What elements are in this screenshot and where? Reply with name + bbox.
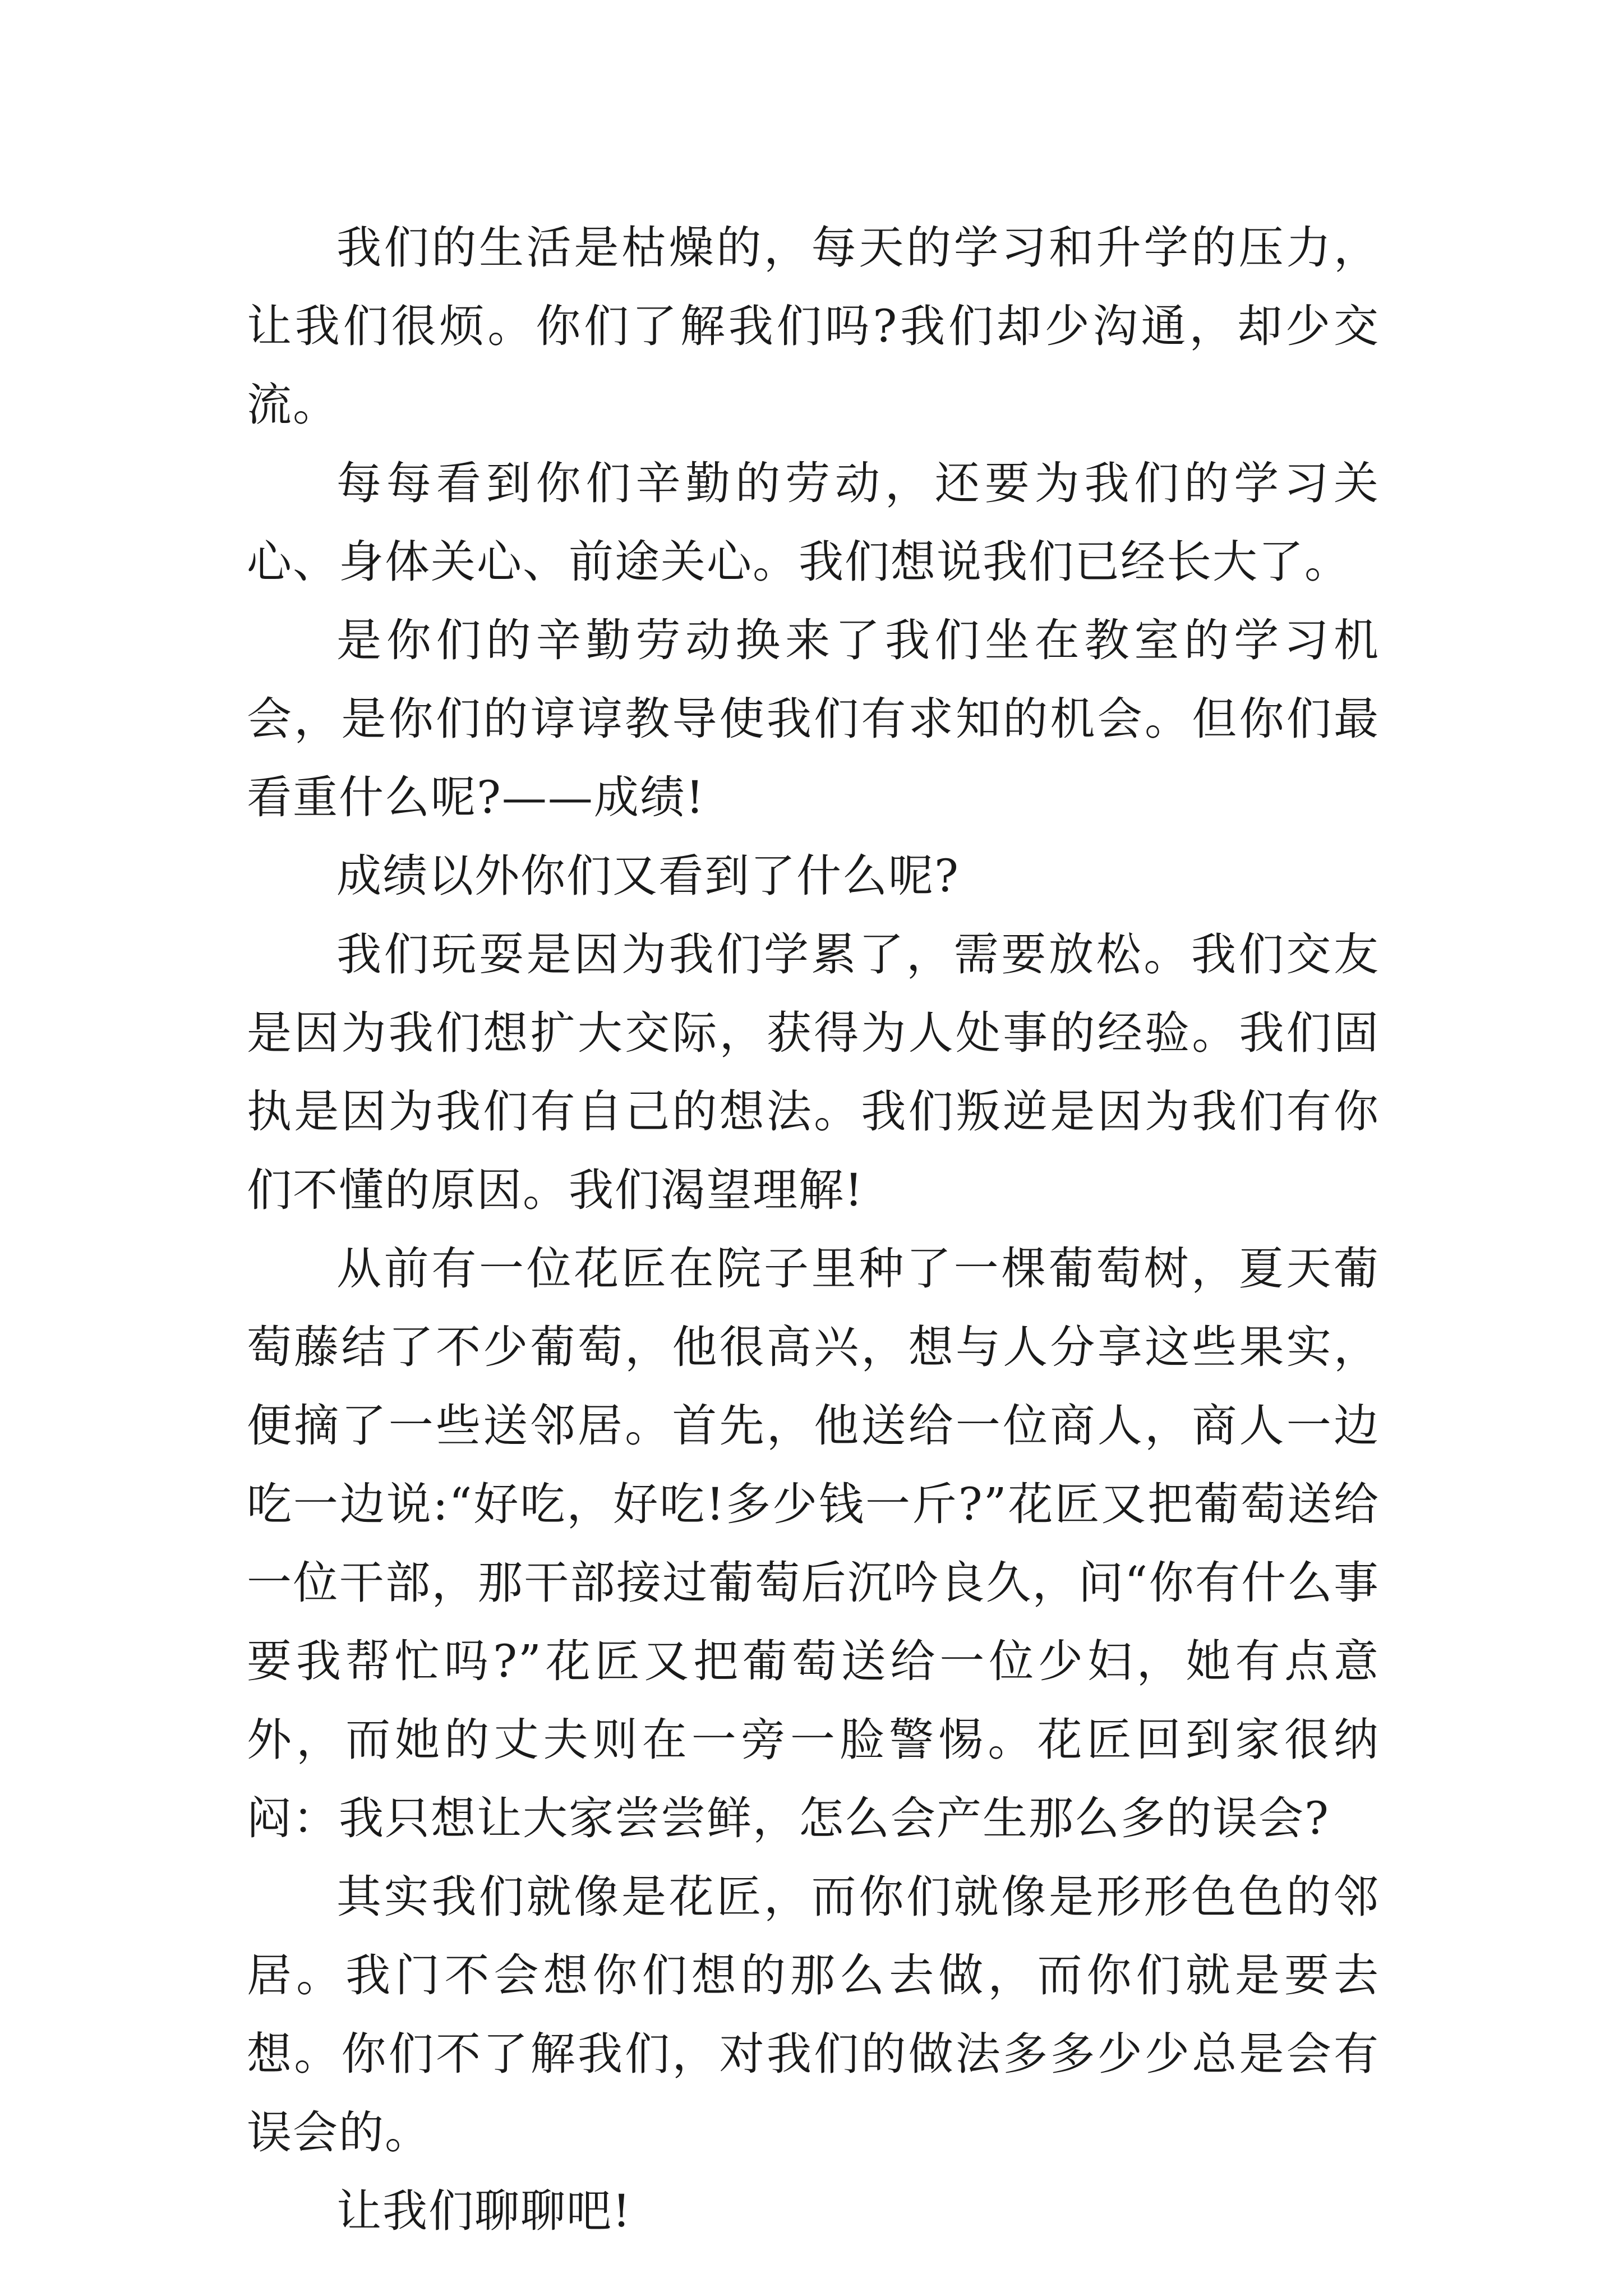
- paragraph-4: 成绩以外你们又看到了什么呢?: [336, 850, 960, 902]
- paragraph-3: 是你们的辛勤劳动换来了我们坐在教室的学习机会，是你们的谆谆教导使我们有求知的机会。但你们最看重什么呢?——成绩!: [247, 614, 1380, 823]
- paragraph-8: 让我们聊聊吧!: [336, 2185, 632, 2237]
- paragraph-6: 从前有一位花匠在院子里种了一棵葡萄树，夏天葡萄藤结了不少葡萄，他很高兴，想与人分享这些果实，便摘了一些送邻居。首先，他送给一位商人，商人一边吃一边说:“好吃，好吃!多少钱一斤?”花匠又把葡萄送给一位干部，那干部接过葡萄后沉吟良久，问“你有什么事要我帮忙吗?”花匠又把葡萄送给一位少妇，她有点意外，而她的丈夫则在一旁一脸警惕。花匠回到家很纳闷：我只想让大家尝尝鲜，怎么会产生那么多的误会?: [247, 1243, 1380, 1844]
- paragraph-5: 我们玩耍是因为我们学累了，需要放松。我们交友是因为我们想扩大交际，获得为人处事的经验。我们固执是因为我们有自己的想法。我们叛逆是因为我们有你们不懂的原因。我们渴望理解!: [247, 928, 1380, 1216]
- paragraph-1: 我们的生活是枯燥的，每天的学习和升学的压力，让我们很烦。你们了解我们吗?我们却少沟通，却少交流。: [247, 222, 1380, 431]
- paragraph-2: 每每看到你们辛勤的劳动，还要为我们的学习关心、身体关心、前途关心。我们想说我们已经长大了。: [247, 457, 1380, 588]
- document-body: [247, 209, 1380, 2251]
- paragraph-7: 其实我们就像是花匠，而你们就像是形形色色的邻居。我门不会想你们想的那么去做，而你们就是要去想。你们不了解我们，对我们的做法多多少少总是会有误会的。: [247, 1871, 1380, 2159]
